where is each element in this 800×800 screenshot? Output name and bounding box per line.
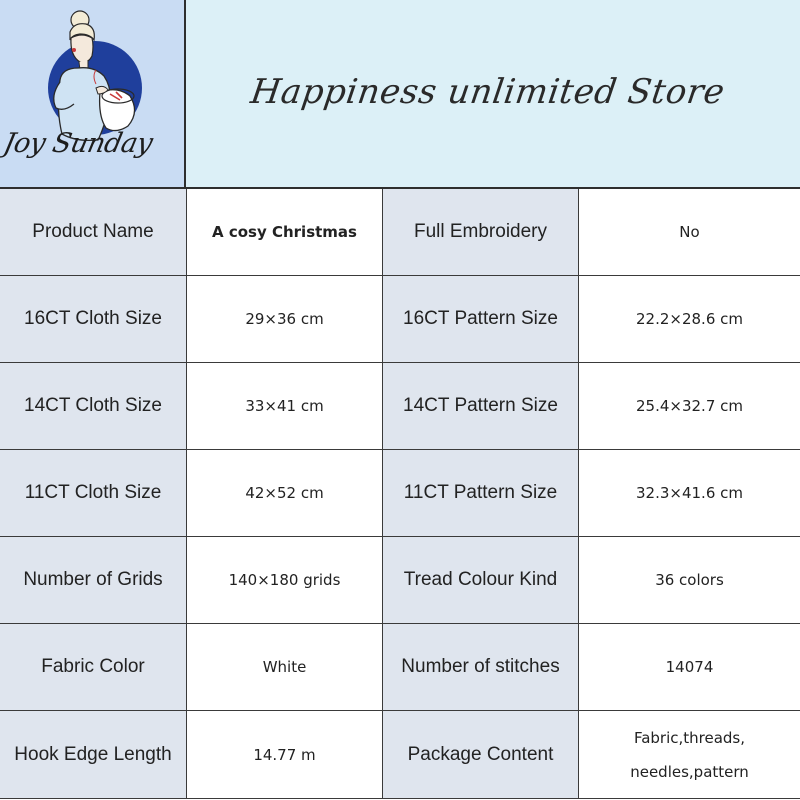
spec-label: 14CT Pattern Size [403, 395, 558, 416]
spec-value: 25.4×32.7 cm [636, 397, 743, 415]
spec-value: 14.77 m [253, 745, 316, 764]
spec-label: Hook Edge Length [14, 743, 172, 765]
spec-value: 42×52 cm [245, 484, 324, 502]
spec-label: Number of Grids [23, 569, 163, 590]
spec-value: 22.2×28.6 cm [636, 310, 743, 328]
brand-logo-text: Joy Sunday [0, 128, 156, 159]
table-row [0, 711, 800, 799]
spec-label: 16CT Cloth Size [24, 308, 162, 329]
store-name: Happiness unlimited Store [248, 71, 728, 112]
table-row [0, 276, 800, 363]
table-row [0, 624, 800, 711]
spec-label: Number of stitches [401, 656, 560, 677]
table-row [0, 537, 800, 624]
store-banner [186, 0, 800, 189]
spec-label: 14CT Cloth Size [24, 395, 162, 416]
spec-value: 140×180 grids [228, 571, 341, 589]
spec-value: 29×36 cm [245, 310, 324, 328]
embroidery-lady-logo-icon [0, 0, 186, 189]
brand-logo [0, 0, 186, 189]
spec-label: 11CT Pattern Size [403, 482, 558, 503]
spec-value: A cosy Christmas [212, 223, 357, 241]
spec-table [0, 189, 800, 799]
spec-label: Product Name [32, 221, 154, 242]
header [0, 0, 800, 189]
spec-value: 36 colors [655, 571, 724, 589]
spec-value: 33×41 cm [245, 397, 324, 415]
spec-label: 11CT Cloth Size [24, 482, 162, 503]
spec-value: 14074 [665, 658, 714, 676]
table-row [0, 189, 800, 276]
table-row [0, 450, 800, 537]
spec-value: No [679, 223, 700, 241]
spec-label: Fabric Color [41, 656, 145, 677]
spec-label: 16CT Pattern Size [403, 308, 558, 329]
spec-label: Tread Colour Kind [403, 569, 558, 590]
spec-value: White [262, 658, 307, 676]
table-row [0, 363, 800, 450]
spec-value: Fabric,threads, needles,pattern [630, 728, 749, 781]
spec-value: 32.3×41.6 cm [636, 484, 743, 502]
spec-label: Full Embroidery [413, 221, 548, 242]
spec-label: Package Content [407, 743, 554, 765]
